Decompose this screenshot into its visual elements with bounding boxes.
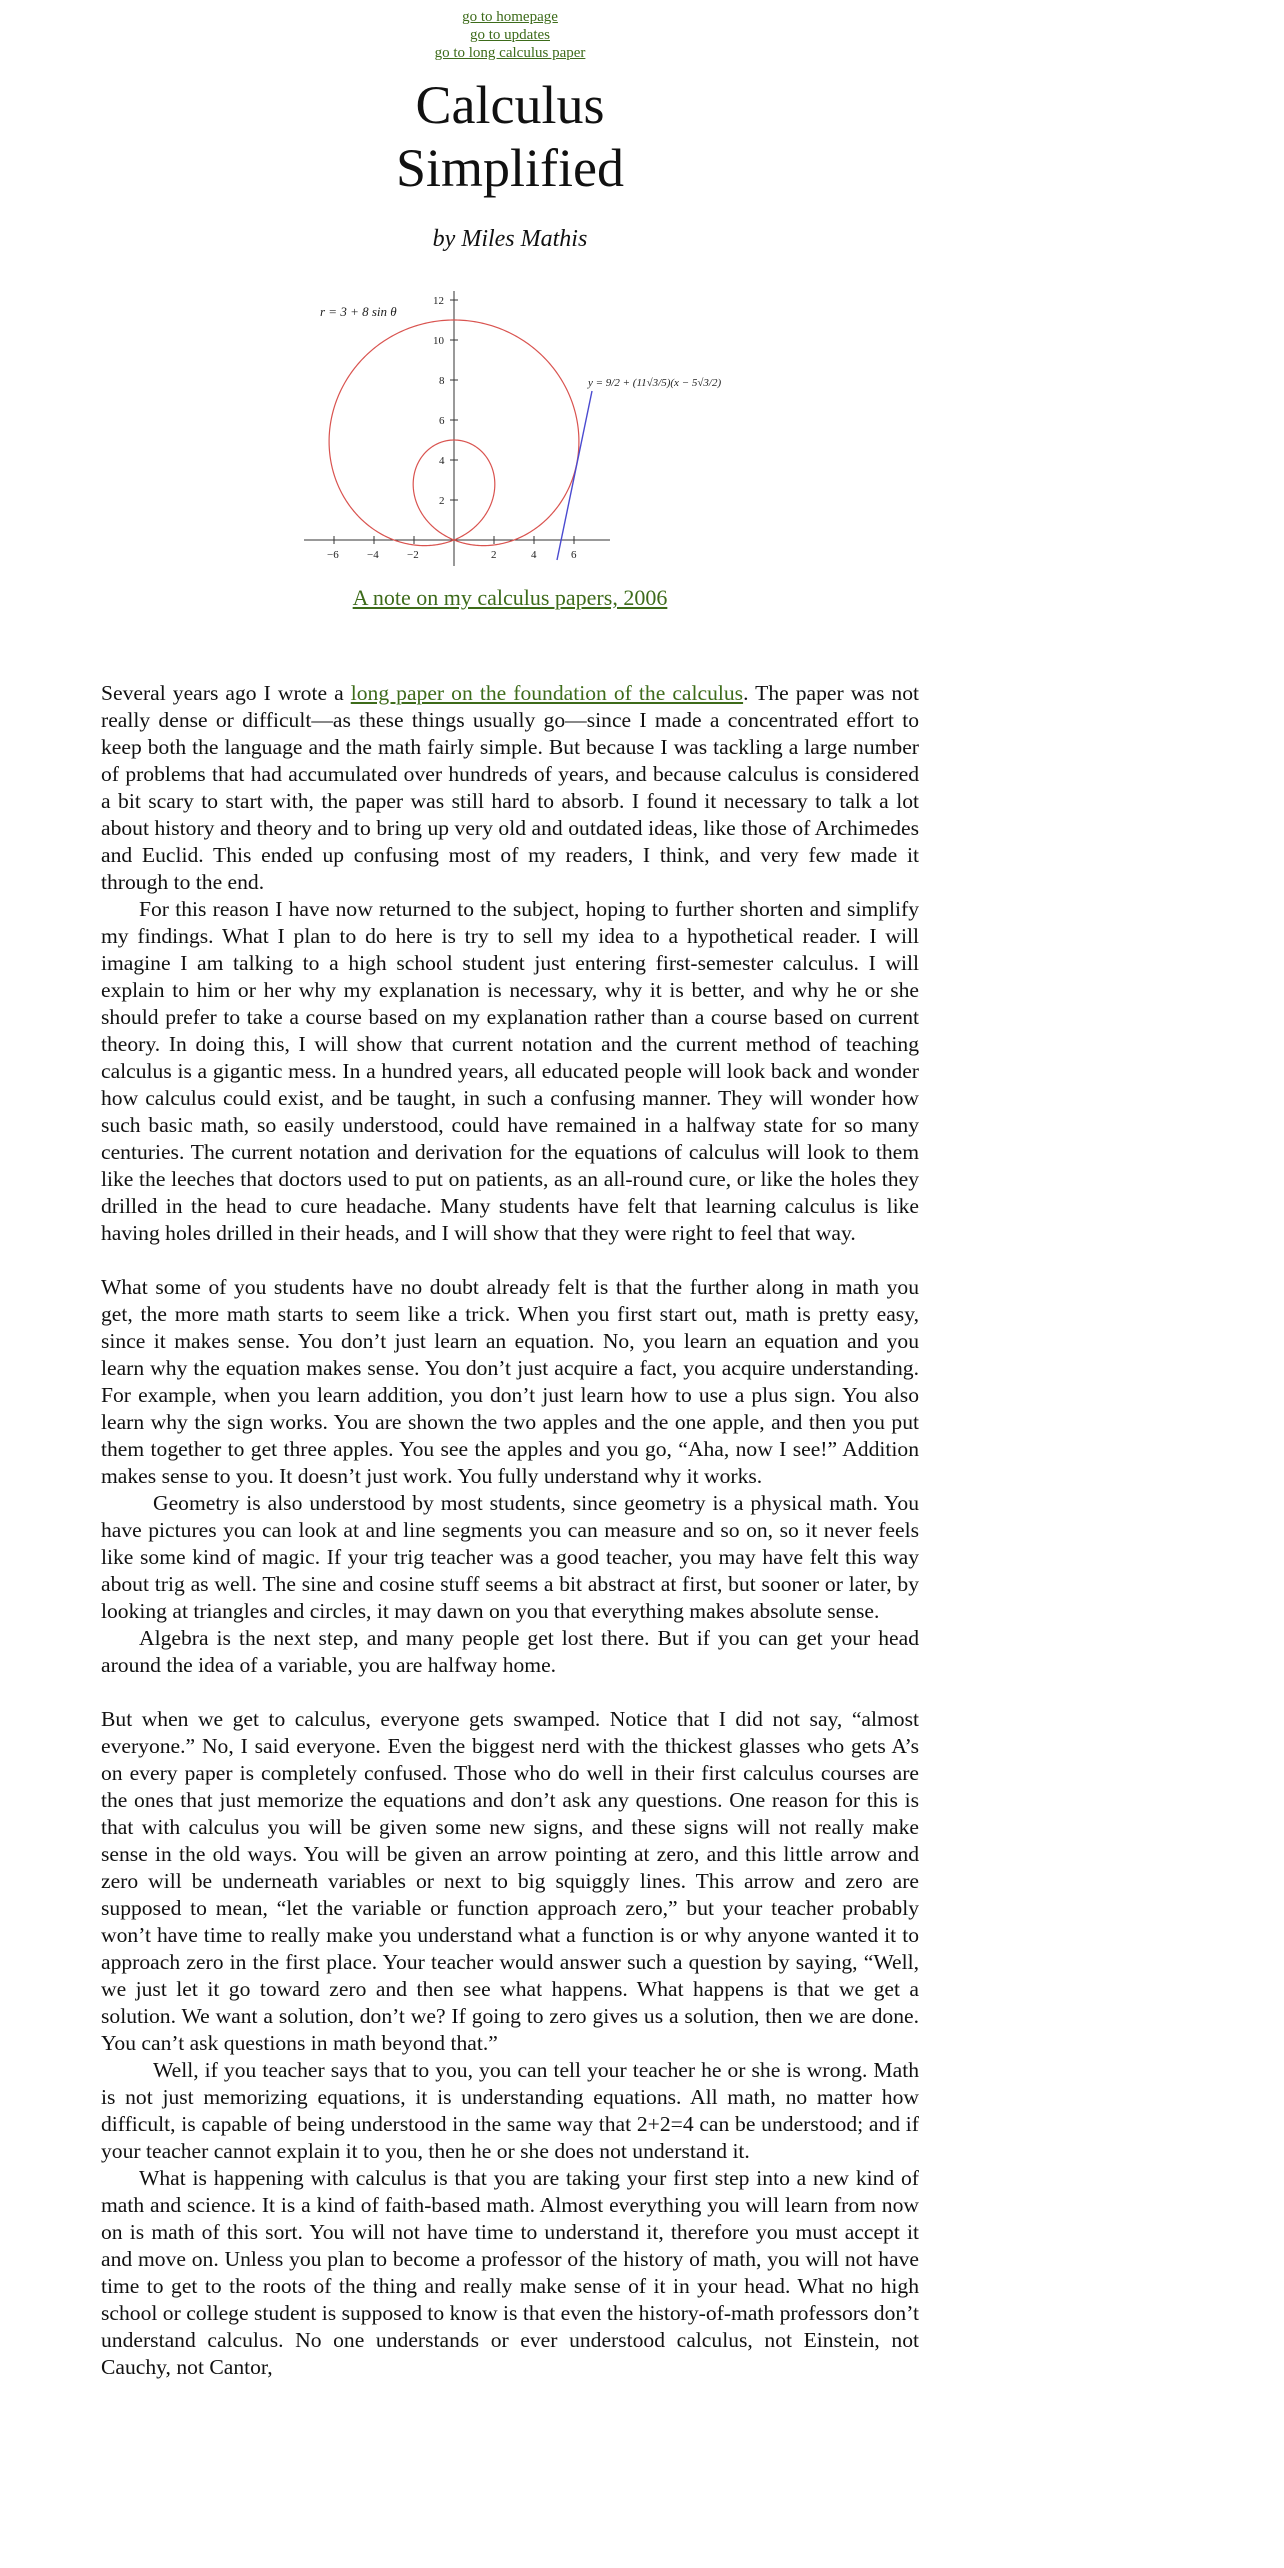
author-byline: by Miles Mathis xyxy=(432,226,588,252)
tangent-line xyxy=(557,391,592,560)
long-paper-link[interactable]: long paper on the foundation of the calculus xyxy=(350,681,744,705)
homepage-link[interactable]: go to homepage xyxy=(462,9,558,25)
paragraph: Well, if you teacher says that to you, you can tell your teacher he or she is wrong. Math is not just memorizing equations, it is understanding equations. All math, no matter how difficult, is capable of being understood in the same way that 2+2=4 can be understood; and if your teacher cannot explain it to you, then he or she does not understand it. xyxy=(101,2058,919,2163)
text-span: . The paper was not really dense or difficult—as these things usually go—since I made a concentrated effort to keep both the language and the math fairly simple. But because I was tackling a large number of problems that had accumulated over hundreds of years, and because calculus is considered a bit scary to start with, the paper was still hard to absorb. I found it necessary to talk a lot about history and theory and to bring up very old and outdated ideas, like those of Archimedes and Euclid. This ended up confusing most of my readers, I think, and very few made it through to the end. xyxy=(101,681,919,894)
x-tick-label: −6 xyxy=(327,549,339,561)
paragraph: But when we get to calculus, everyone gets swamped. Notice that I did not say, “almost everyone.” No, I said everyone. Even the biggest nerd with the thickest glasses who gets A’s on every paper is completely confused. Those who do well in their first calculus courses are the ones that just memorize the equations and don’t ask any questions. One reason for this is that with calculus you will be given some new signs, and these signs will not really make sense in the old ways. You will be given an arrow pointing at zero, and this little arrow and zero will be underneath variables or next to big squiggly lines. This arrow and zero are supposed to mean, “let the variable or function approach zero,” but your teacher probably won’t have time to really make you understand what a function is or why anyone wanted it to approach zero in the first place. Your teacher would answer such a question by saying, “Well, we just let it go toward zero and then see what happens. What happens is that we get a solution. We want a solution, don’t we? If going to zero gives us a solution, then we are done. You can’t ask questions in math beyond that.” xyxy=(101,1707,919,2055)
paragraph: Algebra is the next step, and many people get lost there. But if you can get your head around the idea of a variable, you are halfway home. xyxy=(101,1626,919,1677)
x-tick-label: 4 xyxy=(531,549,537,561)
text-span: Several years ago I wrote a xyxy=(101,681,351,705)
tangent-equation-label: y = 9/2 + (11√3/5)(x − 5√3/2) xyxy=(588,377,722,389)
x-tick-label: −4 xyxy=(367,549,379,561)
title-line-2: Simplified xyxy=(396,138,624,198)
y-tick-label: 6 xyxy=(439,415,445,427)
paragraph: What some of you students have no doubt already felt is that the further along in math you get, the more math starts to seem like a trick. When you first start out, math is pretty easy, since it makes sense. You don’t just learn an equation. No, you learn an equation and you learn why the equation makes sense. You don’t just acquire a fact, you acquire understanding. For example, when you learn addition, you don’t just learn how to use a plus sign. You also learn why the sign works. You are shown the two apples and the one apple, and then you put them together to get three apples. You see the apples and you go, “Aha, now I see!” Addition makes sense to you. It doesn’t just work. You fully understand why it works. xyxy=(101,1275,919,1488)
y-tick-label: 10 xyxy=(433,335,444,347)
cardioid-tangent-figure xyxy=(290,276,730,576)
updates-link[interactable]: go to updates xyxy=(470,27,550,43)
title-line-1: Calculus xyxy=(415,75,605,135)
y-tick-label: 12 xyxy=(433,295,444,307)
x-tick-label: −2 xyxy=(407,549,419,561)
calculus-papers-note-link[interactable]: A note on my calculus papers, 2006 xyxy=(352,585,668,610)
y-tick-label: 8 xyxy=(439,375,445,387)
paragraph: For this reason I have now returned to the subject, hoping to further shorten and simplify my findings. What I plan to do here is try to sell my idea to a hypothetical reader. I will imagine I am talking to a high school student just entering first-semester calculus. I will explain to him or her why my explanation is necessary, why it is better, and why he or she should prefer to take a course based on my explanation rather than a course based on current theory. In doing this, I will show that current notation and the current method of teaching calculus is a gigantic mess. In a hundred years, all educated people will look back and wonder how calculus could exist, and be taught, in such a confusing manner. They will wonder how such basic math, so easily understood, could have remained in a halfway state for so many centuries. The current notation and derivation for the equations of calculus will look to them like the leeches that doctors used to put on patients, as an all-round cure, or like the holes they drilled in the head to cure headache. Many students have felt that learning calculus is like having holes drilled in their heads, and I will show that they were right to feel that way. xyxy=(101,897,919,1245)
y-tick-label: 4 xyxy=(439,455,445,467)
long-calculus-paper-link[interactable]: go to long calculus paper xyxy=(434,45,586,61)
article-body xyxy=(101,680,919,2381)
y-tick-label: 2 xyxy=(439,495,445,507)
curve-equation-label: r = 3 + 8 sin θ xyxy=(320,304,397,319)
paragraph: Geometry is also understood by most students, since geometry is a physical math. You have pictures you can look at and line segments you can measure and so on, so it never feels like some kind of magic. If your trig teacher was a good teacher, you may have felt this way about trig as well. The sine and cosine stuff seems a bit abstract at first, but sooner or later, by looking at triangles and circles, it may dawn on you that everything makes absolute sense. xyxy=(101,1491,919,1623)
paragraph: What is happening with calculus is that you are taking your first step into a new kind of math and science. It is a kind of faith-based math. Almost everything you will learn from now on is math of this sort. You will not have time to understand it, therefore you must accept it and move on. Unless you plan to become a professor of the history of math, you will not have time to get to the roots of the thing and really make sense of it in your head. What no high school or college student is supposed to know is that even the history-of-math professors don’t understand calculus. No one understands or ever understood calculus, not Einstein, not Cauchy, not Cantor, xyxy=(101,2166,919,2379)
paragraph xyxy=(101,680,919,896)
page-title xyxy=(0,74,1020,200)
x-tick-label: 6 xyxy=(571,549,577,561)
x-tick-label: 2 xyxy=(491,549,497,561)
top-navigation xyxy=(0,8,1020,62)
